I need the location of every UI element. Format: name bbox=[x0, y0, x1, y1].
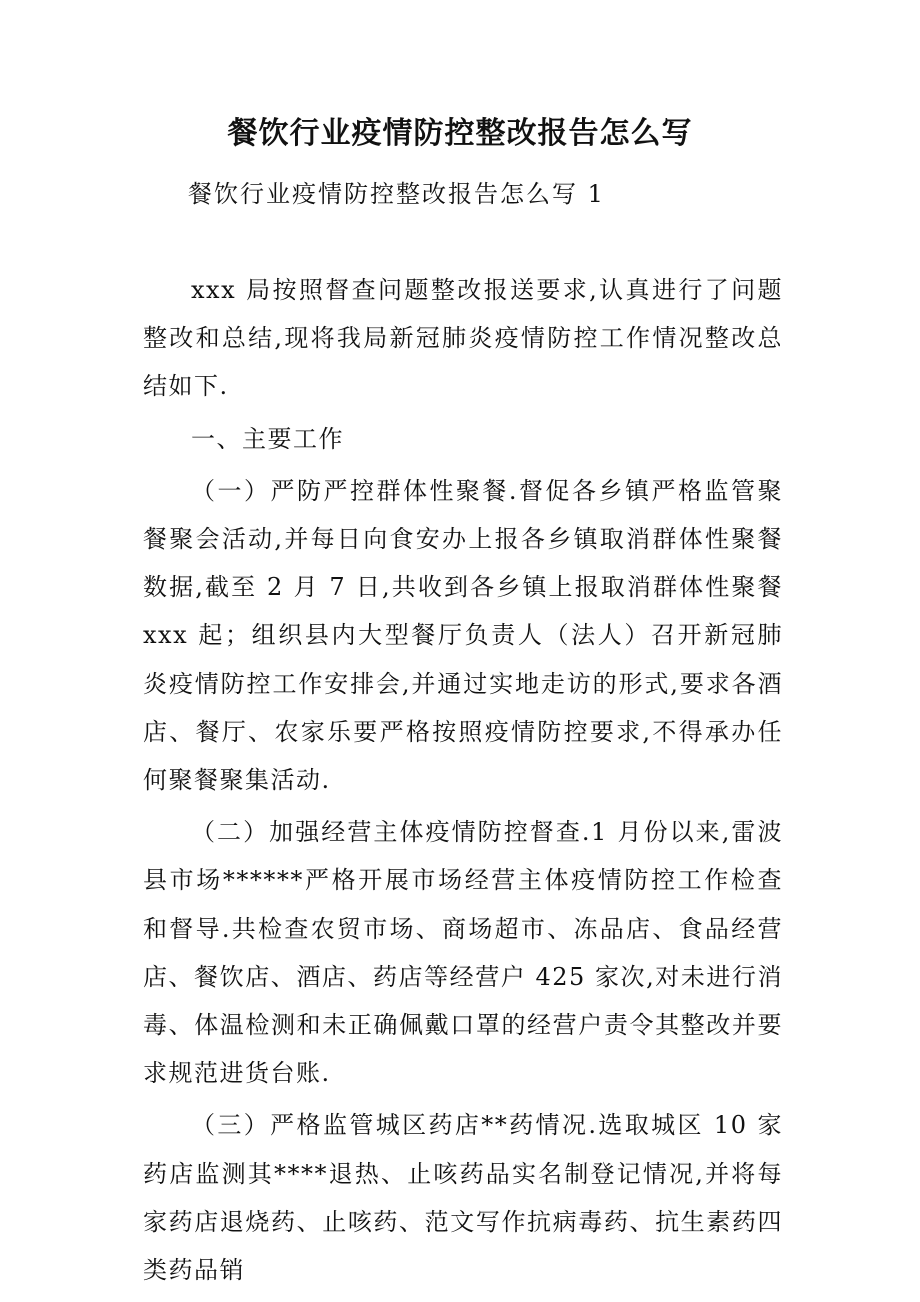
document-subtitle: 餐饮行业疫情防控整改报告怎么写 1 bbox=[188, 180, 605, 208]
paragraph-item-3: （三）严格监管城区药店**药情况.选取城区 10 家药店监测其****退热、止咳药品实名制登记情况,并将每家药店退烧药、止咳药、范文写作抗病毒药、抗生素药四类药品销 bbox=[143, 1111, 783, 1285]
document-title: 餐饮行业疫情防控整改报告怎么写 bbox=[227, 116, 693, 151]
paragraph-intro: xxx 局按照督查问题整改报送要求,认真进行了问题整改和总结,现将我局新冠肺炎疫情防控工作情况整改总结如下. bbox=[143, 276, 783, 401]
paragraph-item-1: （一）严防严控群体性聚餐.督促各乡镇严格监管聚餐聚会活动,并每日向食安办上报各乡镇取消群体性聚餐数据,截至 2 月 7 日,共收到各乡镇上报取消群体性聚餐 xxx 起；组织县内大型餐厅负责人（法人）召开新冠肺炎疫情防控工作安排会,并通过实地走访的形式,要求各酒店、餐厅、农家乐要严格按照疫情防控要求,不得承办任何聚餐聚集活动. bbox=[143, 476, 783, 795]
section-heading-main-work: 一、主要工作 bbox=[191, 424, 344, 453]
document-body bbox=[143, 266, 783, 1294]
paragraph-item-2: （二）加强经营主体疫情防控督查.1 月份以来,雷波县市场******严格开展市场经营主体疫情防控工作检查和督导.共检查农贸市场、商场超市、冻品店、食品经营店、餐饮店、酒店、药店等经营户 425 家次,对未进行消毒、体温检测和未正确佩戴口罩的经营户责令其整改并要求规范进货台账. bbox=[143, 818, 783, 1088]
